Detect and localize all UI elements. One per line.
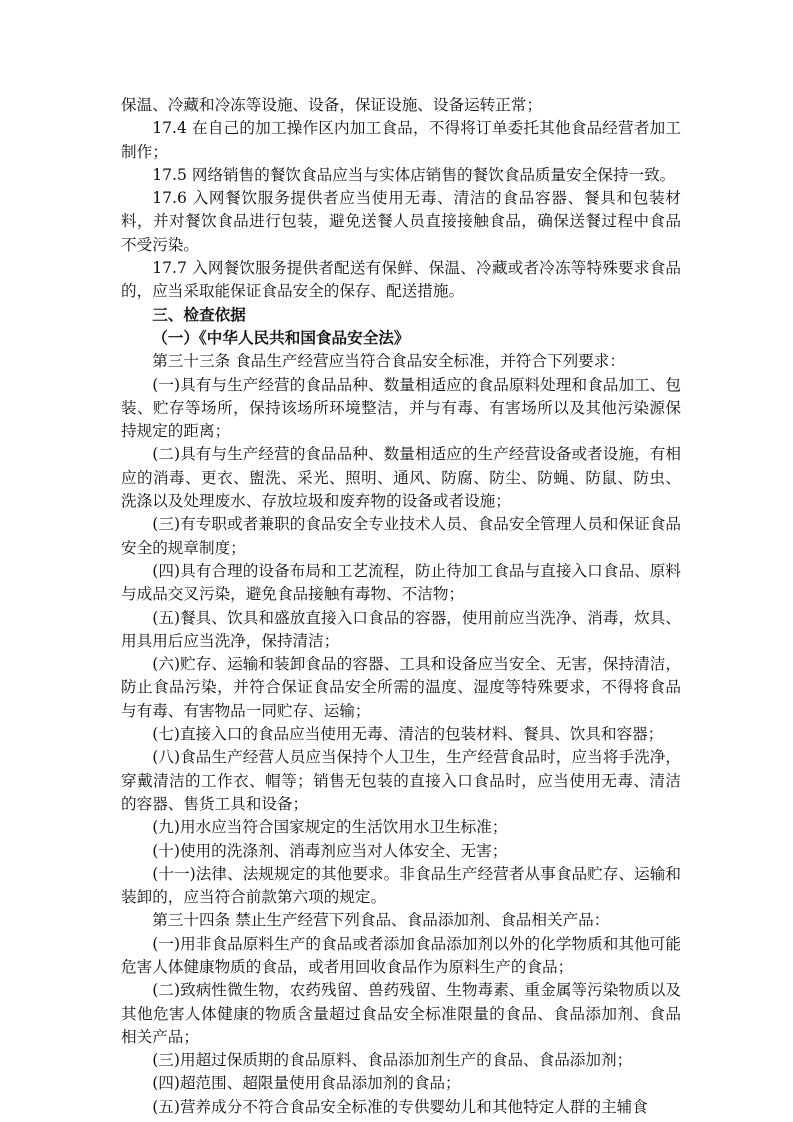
paragraph: (二)具有与生产经营的食品品种、数量相适应的生产经营设备或者设施，有相应的消毒、更衣、盥洗、采光、照明、通风、防腐、防尘、防蝇、防鼠、防虫、洗涤以及处理废水、存放垃圾和废弃物的设备或者设施；	[121, 445, 681, 511]
paragraph: 第三十四条 禁止生产经营下列食品、食品添加剂、食品相关产品：	[152, 911, 610, 930]
paragraph: (六)贮存、运输和装卸食品的容器、工具和设备应当安全、无害，保持清洁，防止食品污染，并符合保证食品安全所需的温度、湿度等特殊要求，不得将食品与有毒、有害物品一同贮存、运输；	[121, 655, 681, 720]
paragraph: (十一)法律、法规规定的其他要求。非食品生产经营者从事食品贮存、运输和装卸的，应当符合前款第六项的规定。	[121, 864, 681, 907]
paragraph: (一)具有与生产经营的食品品种、数量相适应的食品原料处理和食品加工、包装、贮存等场所，保持该场所环境整洁，并与有毒、有害场所以及其他污染源保持规定的距离；	[121, 375, 681, 441]
paragraph: 17.7 入网餐饮服务提供者配送有保鲜、保温、冷藏或者冷冻等特殊要求食品的，应当采取能保证食品安全的保存、配送措施。	[121, 259, 681, 301]
paragraph: (四)超范围、超限量使用食品添加剂的食品；	[152, 1074, 461, 1093]
paragraph: (七)直接入口的食品应当使用无毒、清洁的包装材料、餐具、饮具和容器；	[152, 725, 664, 744]
paragraph: (三)有专职或者兼职的食品安全专业技术人员、食品安全管理人员和保证食品安全的规章制度；	[121, 515, 681, 557]
paragraph: 17.4 在自己的加工操作区内加工食品，不得将订单委托其他食品经营者加工制作；	[121, 119, 681, 161]
paragraph: 第三十三条 食品生产经营应当符合食品安全标准，并符合下列要求：	[152, 352, 625, 371]
section-heading: 三、检查依据	[152, 305, 246, 324]
paragraph: (十)使用的洗涤剂、消毒剂应当对人体安全、无害；	[152, 841, 508, 860]
paragraph: (五)营养成分不符合食品安全标准的专供婴幼儿和其他特定人群的主辅食	[152, 1097, 648, 1116]
section-heading: （一）《中华人民共和国食品安全法》	[152, 328, 410, 347]
paragraph: (九)用水应当符合国家规定的生活饮用水卫生标准；	[152, 818, 508, 837]
paragraph: 17.5 网络销售的餐饮食品应当与实体店销售的餐饮食品质量安全保持一致。	[152, 165, 676, 184]
document-body	[121, 94, 681, 1119]
paragraph: (五)餐具、饮具和盛放直接入口食品的容器，使用前应当洗净、消毒，炊具、用具用后应当洗净，保持清洁；	[121, 608, 681, 650]
paragraph: 保温、冷藏和冷冻等设施、设备，保证设施、设备运转正常；	[121, 96, 543, 114]
paragraph: (一)用非食品原料生产的食品或者添加食品添加剂以外的化学物质和其他可能危害人体健康物质的食品，或者用回收食品作为原料生产的食品；	[121, 934, 681, 976]
paragraph: (三)用超过保质期的食品原料、食品添加剂生产的食品、食品添加剂；	[152, 1051, 633, 1070]
paragraph: (八)食品生产经营人员应当保持个人卫生，生产经营食品时，应当将手洗净，穿戴清洁的工作衣、帽等；销售无包装的直接入口食品时，应当使用无毒、清洁的容器、售货工具和设备；	[121, 748, 681, 813]
paragraph: (二)致病性微生物，农药残留、兽药残留、生物毒素、重金属等污染物质以及其他危害人体健康的物质含量超过食品安全标准限量的食品、食品添加剂、食品相关产品；	[121, 981, 681, 1046]
paragraph: (四)具有合理的设备布局和工艺流程，防止待加工食品与直接入口食品、原料与成品交叉污染，避免食品接触有毒物、不洁物；	[121, 561, 681, 604]
paragraph: 17.6 入网餐饮服务提供者应当使用无毒、清洁的食品容器、餐具和包装材料，并对餐饮食品进行包装，避免送餐人员直接接触食品，确保送餐过程中食品不受污染。	[121, 189, 681, 254]
